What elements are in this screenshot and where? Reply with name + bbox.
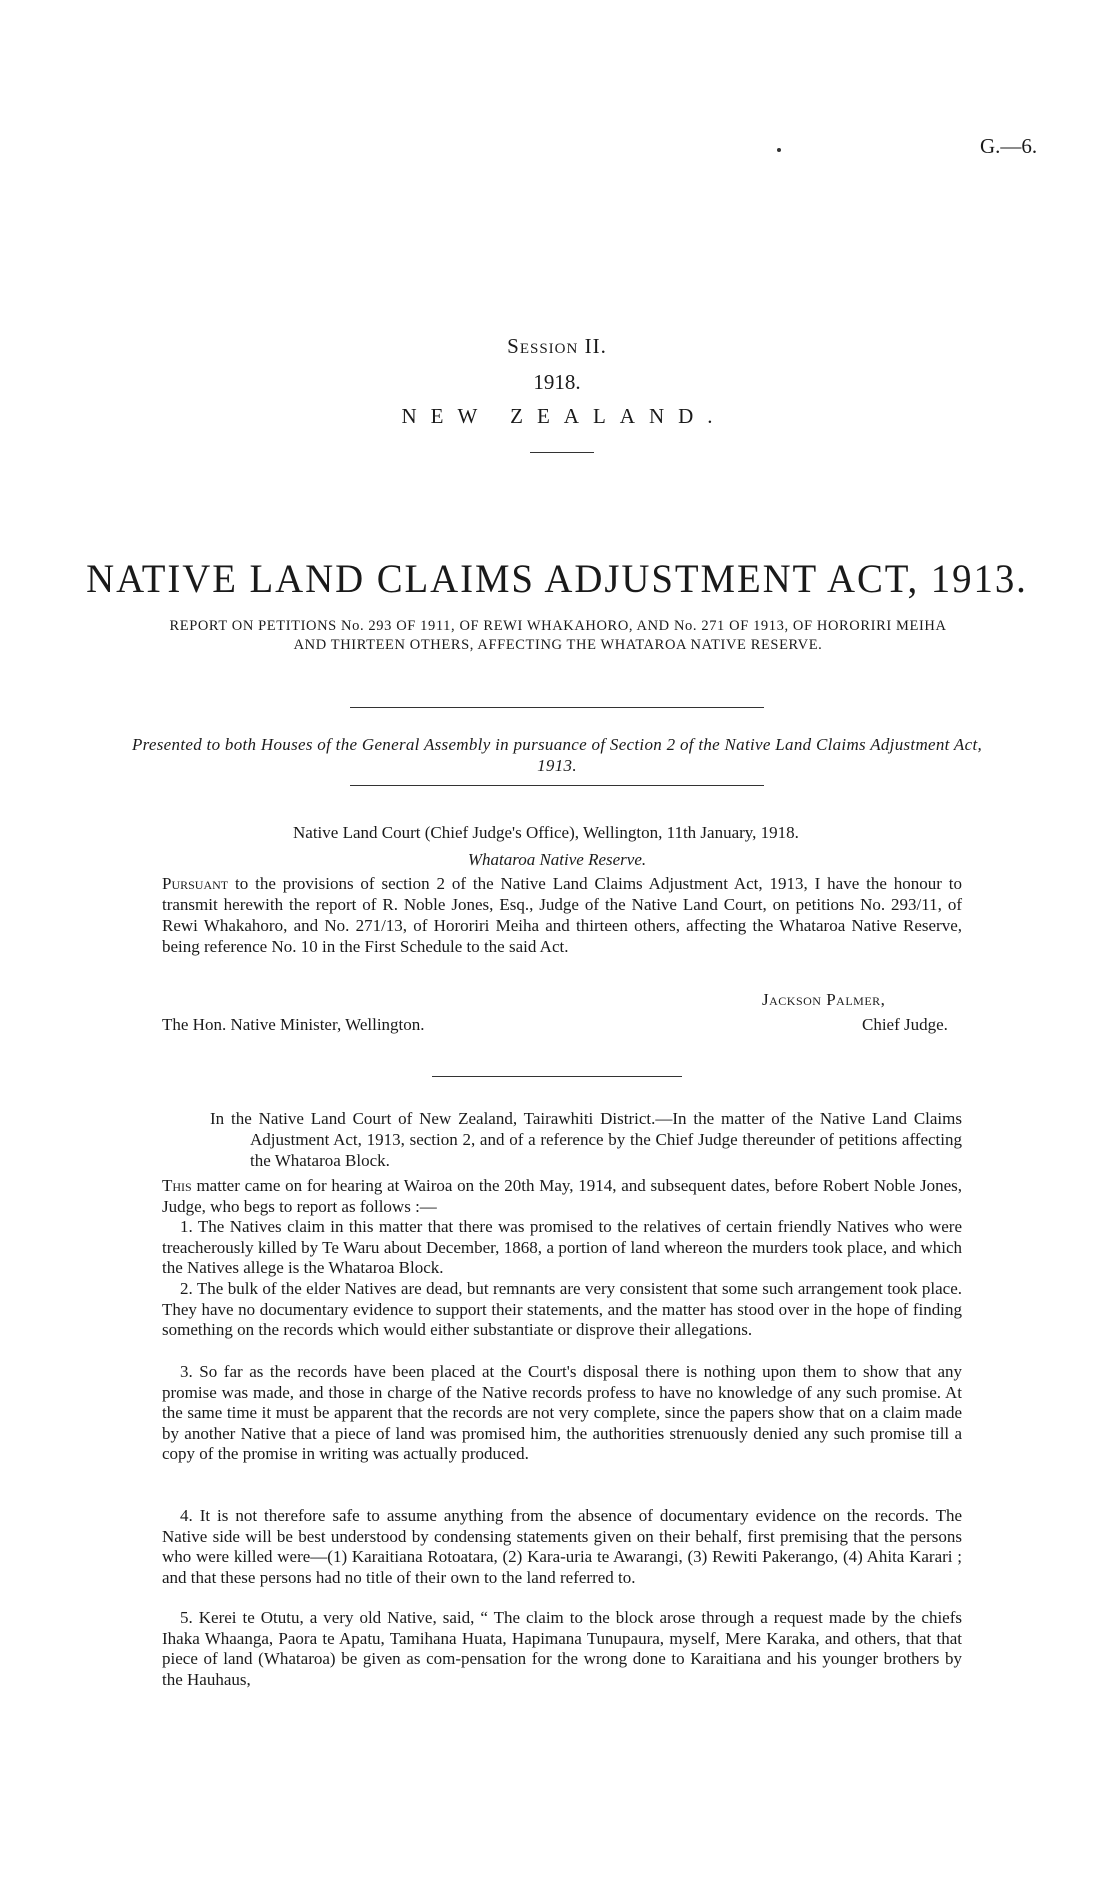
letter-divider <box>432 1076 682 1077</box>
document-subtitle: REPORT ON PETITIONS No. 293 OF 1911, OF REWI WHAKAHORO, AND No. 271 OF 1913, OF HORORIRI MEIHA AND THIRTEEN OTHERS, AFFECTING THE WHATAROA NATIVE RESERVE. <box>169 618 947 653</box>
report-paragraph-5: 5. Kerei te Otutu, a very old Native, said, “ The claim to the block arose through a request made by the chiefs Ihaka Whaanga, Paora te Apatu, Tamihana Huata, Hapimana Tunupaura, myself, Mere Karaka, and others, that that piece of land (Whataroa) be given as com-pensation for the wrong done to Karaitiana and his younger brothers by the Hauhaus, <box>162 1608 962 1689</box>
document-title: NATIVE LAND CLAIMS ADJUSTMENT ACT, 1913. <box>86 556 1028 601</box>
letter-section-title: Whataroa Native Reserve. <box>467 850 647 869</box>
divider-top <box>350 707 764 708</box>
letter-signer: Jackson Palmer, <box>762 990 886 1009</box>
session-year: 1918. <box>533 370 581 394</box>
stray-mark <box>777 148 781 152</box>
report-intro <box>162 1176 962 1217</box>
report-paragraph-4: 4. It is not therefore safe to assume anything from the absence of documentary evidence on the records. The Native side will be best understood by condensing statements given on their behalf, first premising that the persons who were killed were—(1) Karaitiana Rotoatara, (2) Kara-uria te Awarangi, (3) Rewiti Pakerango, (4) Ahita Karari ; and that these persons had no title of their own to the land referred to. <box>162 1506 962 1587</box>
letter-addressee: The Hon. Native Minister, Wellington. <box>162 1015 425 1034</box>
session-heading <box>0 334 1114 359</box>
report-heading: In the Native Land Court of New Zealand, Tairawhiti District.—In the matter of the Native Land Claims Adjustment Act, 1913, section 2, and of a reference by the Chief Judge thereunder of petitions affecting the Whataroa Block. <box>210 1109 962 1170</box>
letter-dateline: Native Land Court (Chief Judge's Office), Wellington, 11th January, 1918. <box>293 823 799 842</box>
letter-signer-title: Chief Judge. <box>862 1015 948 1034</box>
page-reference: G.—6. <box>980 134 1038 158</box>
presented-note: Presented to both Houses of the General Assembly in pursuance of Section 2 of the Native Land Claims Adjustment Act, 1913. <box>131 735 983 775</box>
header-divider <box>530 452 594 453</box>
session-prefix: Session <box>507 334 579 358</box>
country-heading: NEW ZEALAND. <box>401 404 727 428</box>
letter-body-text: to the provisions of section 2 of the Native Land Claims Adjustment Act, 1913, I have the honour to transmit herewith the report of R. Noble Jones, Esq., Judge of the Native Land Court, on petitions No. 293/11, of Rewi Whakahoro, and No. 271/13, of Hororiri Meiha and thirteen others, affecting the Whataroa Native Reserve, being reference No. 10 in the First Schedule to the said Act. <box>162 874 962 956</box>
letter-body <box>162 873 962 957</box>
divider-bottom <box>350 785 764 786</box>
report-paragraph-3: 3. So far as the records have been placed at the Court's disposal there is nothing upon them to show that any promise was made, and those in charge of the Native records profess to have no knowledge of any such promise. At the same time it must be apparent that the records are not very complete, since the papers show that on a claim made by another Native that a piece of land was promised him, the authorities strenuously denied any such promise till a copy of the promise in writing was actually produced. <box>162 1362 962 1463</box>
letter-lead-word: Pursuant <box>162 874 229 893</box>
report-intro-text: matter came on for hearing at Wairoa on the 20th May, 1914, and subsequent dates, before Robert Noble Jones, Judge, who begs to report as follows :— <box>162 1176 962 1216</box>
report-paragraph-1: 1. The Natives claim in this matter that there was promised to the relatives of certain friendly Natives who were treacherously killed by Te Waru about December, 1868, a portion of land whereon the murders took place, and which the Natives allege is the Whataroa Block. <box>162 1217 962 1277</box>
session-number: II. <box>584 334 607 358</box>
report-intro-lead: This <box>162 1176 192 1195</box>
report-paragraph-2: 2. The bulk of the elder Natives are dead, but remnants are very consistent that some such arrangement took place. They have no documentary evidence to support their statements, and the matter has stood over in the hope of finding something on the records which would either substantiate or disprove their allegations. <box>162 1279 962 1339</box>
